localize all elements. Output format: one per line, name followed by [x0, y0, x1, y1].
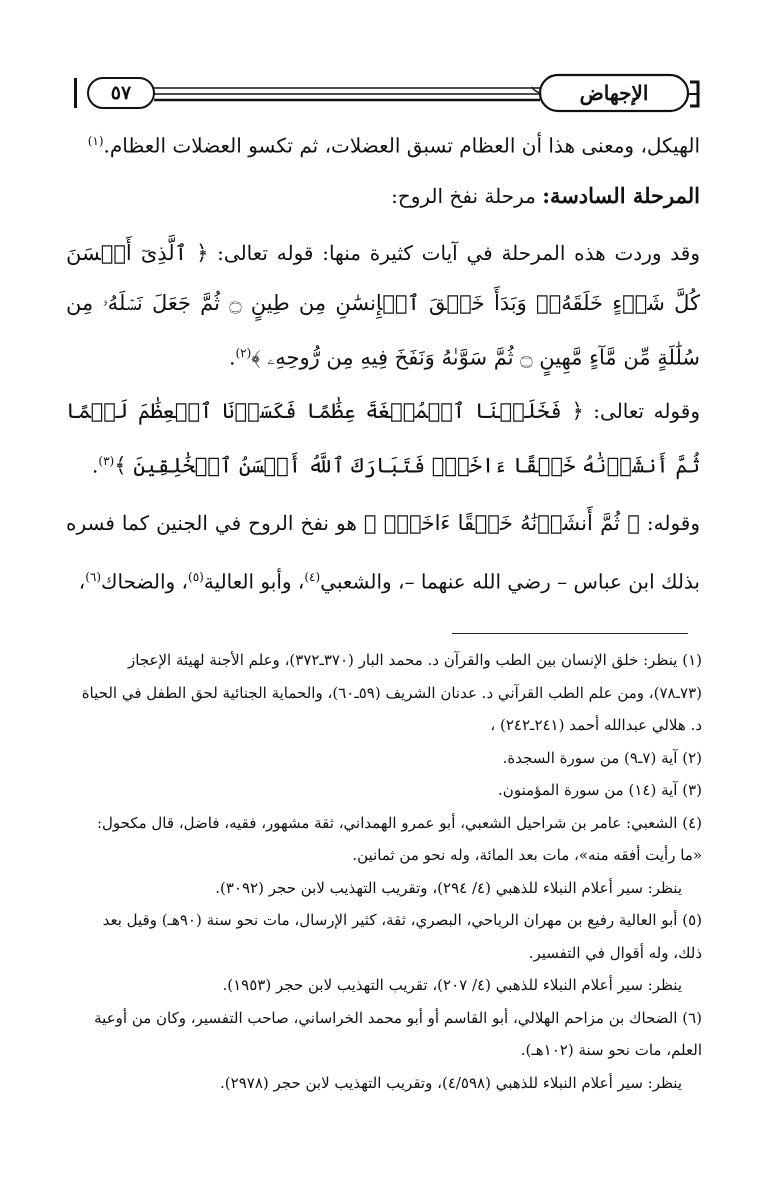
section-heading [66, 178, 700, 214]
paragraph-3: وقد وردت هذه المرحلة في آيات كثيرة منها: قوله تعالى: ﴿ ٱلَّذِىٓ أَحۡسَنَ كُلَّ شَىۡءٍ خَلَقَهُۥۖ وَبَدَأَ خَلۡقَ ٱلۡإِنسَٰنِ مِن طِينٍ ۝ ثُمَّ جَعَلَ نَسۡلَهُۥ مِن سُلَٰلَةٍ مِّن مَّآءٍ مَّهِينٍ ۝ ثُمَّ سَوَّىٰهُ وَنَفَخَ فِيهِ مِن رُّوحِهِۦ ﴾$^{(٢)}$. [66, 241, 701, 370]
footnote-ref: (٢) [235, 346, 252, 360]
heading-rest: مرحلة نفخ الروح: [391, 184, 543, 208]
footnotes [72, 644, 702, 1099]
footnote-4-source: ينظر: سير أعلام النبلاء للذهبي (٤/ ٢٩٤)، وتقريب التهذيب لابن حجر (٣٠٩٢). [215, 878, 682, 897]
footnote-4: (٤) الشعبي: عامر بن شراحيل الشعبي، أبو عمرو الهمداني، ثقة مشهور، فقيه، فاضل، قال مكحول: «ما رأيت أفقه منه»، مات بعد المائة، وله نحو من ثمانين. [96, 813, 702, 864]
footnote-6-source: ينظر: سير أعلام النبلاء للذهبي (٤/٥٩٨)، وتقريب التهذيب لابن حجر (٢٩٧٨). [220, 1073, 682, 1092]
quran-verse: ﴿ ثُمَّ أَنشَأۡنَٰهُ خَلۡقًا ءَاخَرَۚ ﴾ [363, 511, 640, 535]
footnote-ref: (٦) [85, 570, 102, 584]
footnote-ref: (٣) [98, 454, 115, 468]
footnote-5-source: ينظر: سير أعلام النبلاء للذهبي (٤/ ٢٠٧)، تقريب التهذيب لابن حجر (١٩٥٣). [222, 976, 682, 994]
paragraph-text: الهيكل، ومعنى هذا أن العظام تسبق العضلات، ثم تكسو العضلات العظام. [103, 133, 700, 158]
paragraph-4: وقوله تعالى: ﴿ فَخَلَقۡنَا ٱلۡمُضۡغَةَ عِظَٰمًا فَكَسَوۡنَا ٱلۡعِظَٰمَ لَحۡمًا ثُمَّ أَنشَأۡنَٰهُ خَلۡقًا ءَاخَرَۚ فَتَبَارَكَ ٱللَّهُ أَحۡسَنُ ٱلۡخَٰلِقِينَ ﴾$^{(٣)}$. [66, 399, 700, 478]
paragraph-text: ، والضحاك [101, 569, 188, 594]
paragraph-text: وقوله تعالى: [583, 399, 700, 423]
footnote-3: (٣) آية (١٤) من سورة المؤمنون. [498, 781, 702, 799]
quran-verse: ﴿ ٱلَّذِىٓ أَحۡسَنَ كُلَّ شَىۡءٍ خَلَقَهُۥۖ وَبَدَأَ خَلۡقَ ٱلۡإِنسَٰنِ مِن طِينٍ ۝ ثُمَّ جَعَلَ نَسۡلَهُۥ مِن سُلَٰلَةٍ مِّن مَّآءٍ مَّهِينٍ ۝ ثُمَّ سَوَّىٰهُ وَنَفَخَ فِيهِ مِن رُّوحِهِۦ ﴾ [66, 241, 700, 370]
footnote-ref: (١) [87, 134, 104, 148]
footnote-separator [452, 633, 688, 634]
page-number: ٥٧ [110, 82, 132, 104]
quran-verse: ﴿ فَخَلَقۡنَا ٱلۡمُضۡغَةَ عِظَٰمًا فَكَسَوۡنَا ٱلۡعِظَٰمَ لَحۡمًا ثُمَّ أَنشَأۡنَٰهُ خَلۡقًا ءَاخَرَۚ فَتَبَارَكَ ٱللَّهُ أَحۡسَنُ ٱلۡخَٰلِقِينَ ﴾ [66, 399, 700, 478]
paragraph-text: هو نفخ الروح في الجنين كما فسره بذلك ابن عباس – رضي الله عنهما –، والشعبي [66, 511, 700, 594]
paragraph-1 [66, 124, 700, 163]
paragraph-text: وقد وردت هذه المرحلة في آيات كثيرة منها: قوله تعالى: [208, 241, 701, 265]
heading-lead: المرحلة السادسة: [542, 183, 700, 208]
footnote-ref: (٥) [188, 570, 204, 584]
paragraph-text: وقوله: [639, 511, 700, 535]
footnote-1: (١) ينظر: خلق الإنسان بين الطب والقرآن د. محمد البار (٣٧٠ـ٣٧٢)، وعلم الأجنة لهيئة الإعجاز (٧٣ـ٧٨)، ومن علم الطب القرآني د. عدنان الشريف (٥٩ـ٦٠)، والحماية الجنائية لحق الطفل في الحياة د. هلالي عبدالله أحمد (٢٤١ـ٢٤٢) ، [81, 651, 702, 734]
footnote-2: (٢) آية (٧ـ٩) من سورة السجدة. [502, 748, 702, 767]
footnote-ref: (٤) [304, 570, 321, 584]
paragraph-text: ، وأبو العالية [203, 569, 305, 594]
page-header [70, 72, 702, 124]
footnote-6: (٦) الضحاك بن مزاحم الهلالي، أبو القاسم أو أبو محمد الخراساني، صاحب التفسير، وكان من أوعية العلم، مات نحو سنة (١٠٢هـ). [94, 1008, 702, 1059]
paragraph-text: ، [78, 569, 86, 594]
running-title: الإجهاض [579, 81, 649, 105]
paragraph-5 [66, 496, 700, 609]
footnote-5: (٥) أبو العالية رفيع بن مهران الرياحي، البصري، ثقة، كثير الإرسال، مات نحو سنة (٩٠هـ) وقيل بعد ذلك، وله أقوال في التفسير. [102, 911, 702, 962]
